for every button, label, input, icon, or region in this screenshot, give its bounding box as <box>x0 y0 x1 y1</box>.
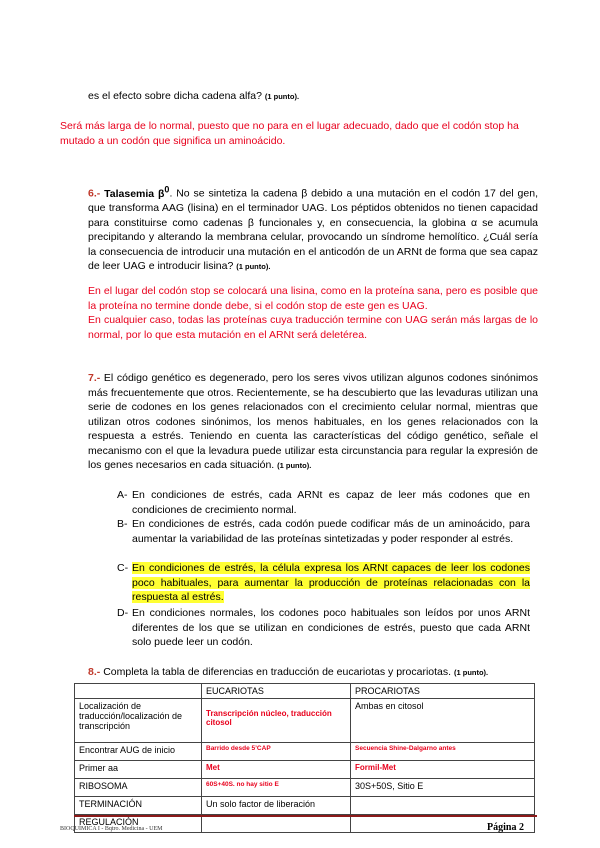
question-8 <box>88 665 548 681</box>
option-d-text: En condiciones normales, los codones poco habituales son leídos por unos ARNt diferentes de los que se utilizan en condiciones de estrés, puesto que cada ARNt solo puede leer un codón. <box>132 607 530 648</box>
question-7 <box>88 371 538 474</box>
table-row <box>75 743 535 761</box>
row-label: TERMINACIÓN <box>75 797 202 815</box>
option-c-text: En condiciones de estrés, la célula expresa los ARNt capaces de leer los codones poco habituales, para aumentar la producción de proteínas relacionadas con la respuesta al estrés. <box>132 562 530 603</box>
cell-eucariotas[interactable] <box>202 815 351 833</box>
option-a[interactable] <box>117 488 530 517</box>
cell-procariotas[interactable]: Secuencia Shine-Dalgarno antes <box>351 743 535 761</box>
table-header-empty <box>75 684 202 699</box>
differences-table <box>74 683 535 833</box>
answer-6 <box>88 284 538 342</box>
option-d-label: D- <box>117 607 129 619</box>
option-d[interactable] <box>117 606 530 650</box>
table-header-procariotas: PROCARIOTAS <box>351 684 535 699</box>
row-label: Encontrar AUG de inicio <box>75 743 202 761</box>
question-6-number: 6.- <box>88 187 101 200</box>
question-8-body: Completa la tabla de diferencias en traducción de eucariotas y procariotas. <box>103 666 452 678</box>
question-6-points: (1 punto). <box>236 262 271 271</box>
table-row <box>75 797 535 815</box>
cell-procariotas[interactable] <box>351 797 535 815</box>
row-label: Localización de traducción/localización de transcripción <box>75 699 202 743</box>
table-row <box>75 761 535 779</box>
cell-eucariotas[interactable]: Transcripción núcleo, traducción citosol <box>202 699 351 743</box>
footer-divider <box>74 815 537 817</box>
question-6-body: . No se sintetiza la cadena β debido a una mutación en el codón 17 del gen, que transforma AAG (lisina) en el terminador UAG. Los péptidos obtenidos no tienen capacidad para constituirse como cadenas β funcionales y, en consecuencia, la globina α se acumula precipitando y alterando la membrana celular, provocando un síndrome hemolítico. ¿Cuál sería la consecuencia de introducir una mutación en el anticodón de un ARNt de forma que sea capaz de leer UAG e introducir lisina? <box>88 187 538 272</box>
option-b-text: En condiciones de estrés, cada codón puede codificar más de un aminoácido, para aumentar la variabilidad de las proteínas sintetizadas y poder responder al estrés. <box>132 518 530 545</box>
question-8-points: (1 punto). <box>453 668 489 677</box>
row-label: REGULACIÓN <box>75 815 202 833</box>
table-header-row <box>75 684 535 699</box>
footer-left: BIOQUÍMICA I - Bqtro. Medicina - UEM <box>60 826 163 832</box>
option-c-label: C- <box>117 562 129 574</box>
option-b[interactable] <box>117 517 530 546</box>
table-row <box>75 779 535 797</box>
question-5-points: (1 punto). <box>264 92 300 101</box>
cell-eucariotas[interactable]: Met <box>202 761 351 779</box>
cell-procariotas[interactable]: Ambas en citosol <box>351 699 535 743</box>
cell-eucariotas[interactable]: Barrido desde 5’CAP <box>202 743 351 761</box>
question-7-points: (1 punto). <box>277 461 312 470</box>
question-7-body: El código genético es degenerado, pero los seres vivos utilizan algunos codones sinónimos más frecuentemente que otros. Recientemente, se ha descubierto que las levaduras utilizan una serie de codones en los genes relacionados con el crecimiento celular normal, mientras que utilizan otros codones sinónimos, los menos habituales, en los genes relacionados con la respuesta a estrés. Teniendo en cuenta las características del código genético, señale el mecanismo con el que la levadura puede utilizar esta circunstancia para regular la expresión de los genes necesarios en cada situación. <box>88 372 538 471</box>
question-7-number: 7.- <box>88 372 101 384</box>
row-label: RIBOSOMA <box>75 779 202 797</box>
footer-page-number: Página 2 <box>487 822 524 833</box>
option-a-text: En condiciones de estrés, cada ARNt es capaz de leer más codones que en condiciones de crecimiento normal. <box>132 489 530 516</box>
answer-6-paragraph-1: En el lugar del codón stop se colocará una lisina, como en la proteína sana, pero es posible que la proteína no termine donde debe, si el codón stop de este gen es UAG. <box>88 285 538 312</box>
question-5-tail <box>88 89 538 105</box>
cell-eucariotas[interactable]: 60S+40S. no hay sitio E <box>202 779 351 797</box>
question-5-text: es el efecto sobre dicha cadena alfa? <box>88 90 262 102</box>
table-header-eucariotas: EUCARIOTAS <box>202 684 351 699</box>
option-a-label: A- <box>117 489 128 501</box>
table-row <box>75 699 535 743</box>
row-label: Primer aa <box>75 761 202 779</box>
option-c[interactable] <box>117 561 530 605</box>
answer-5: Será más larga de lo normal, puesto que no para en el lugar adecuado, dado que el codón stop ha mutado a un codón que significa un aminoácido. <box>60 120 519 147</box>
option-b-label: B- <box>117 518 128 530</box>
question-6 <box>88 182 538 275</box>
cell-eucariotas[interactable]: Un solo factor de liberación <box>202 797 351 815</box>
cell-procariotas[interactable]: 30S+50S, Sitio E <box>351 779 535 797</box>
question-8-number: 8.- <box>88 666 101 678</box>
cell-procariotas[interactable]: Formil-Met <box>351 761 535 779</box>
answer-6-paragraph-2: En cualquier caso, todas las proteínas cuya traducción termine con UAG serán más largas de lo normal, por lo que esta mutación en el ARNt será deletérea. <box>88 314 538 341</box>
question-6-title: Talasemia $\beta^0$ <box>104 184 170 200</box>
